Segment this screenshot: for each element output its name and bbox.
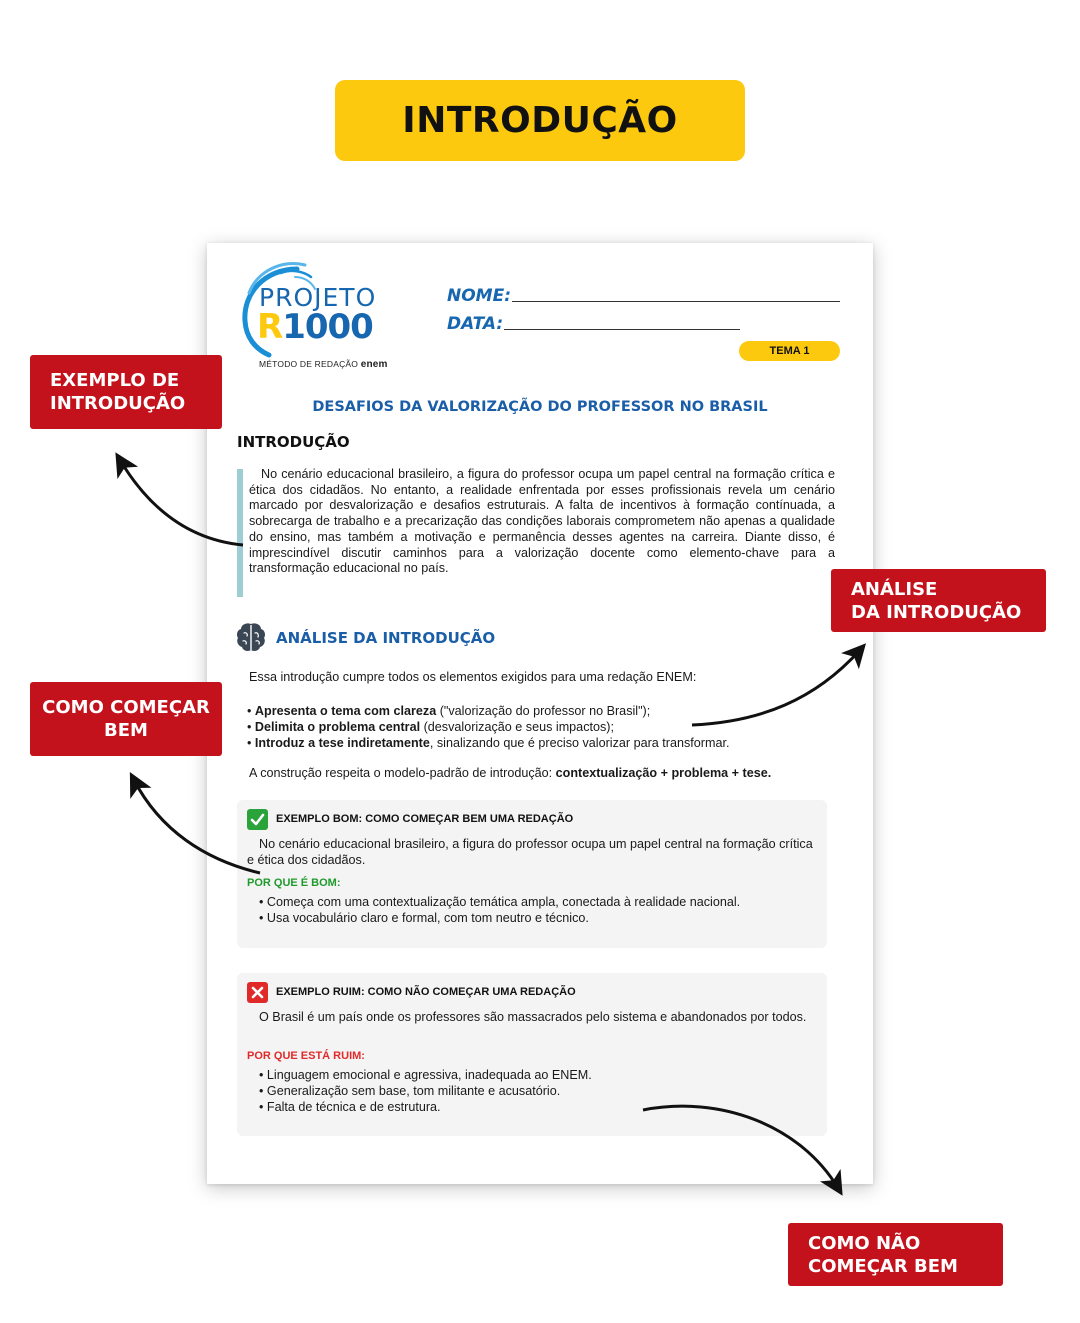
intro-paragraph: No cenário educacional brasileiro, a figura do professor ocupa um papel central na formação crítica e ética dos cidadãos. No entanto, a realidade enfrentada por esses profissionais revela um cenário marcado por desvalorização e desafios estruturais. A falta de incentivos à formação contínuada, a sobrecarga de trabalho e a precarização das condições laborais comprometem não apenas a qualidade do ensino, mas também a motivação e permanência desses agentes na carreira. Diante disso, é imprescindível discutir caminhos para a valorização docente como elemento-chave para a transformação educacional no país.: [249, 467, 835, 576]
callout-como-comecar: [30, 682, 222, 756]
callout-exemplo-introducao: [30, 355, 222, 429]
brain-icon: [234, 620, 268, 654]
list-item: • Delimita o problema central (desvalorização e seus impactos);: [247, 719, 729, 735]
list-item: • Falta de técnica e de estrutura.: [259, 1099, 592, 1115]
callout-line: BEM: [104, 720, 148, 741]
good-example-title: EXEMPLO BOM: COMO COMEÇAR BEM UMA REDAÇÃO: [276, 813, 574, 825]
date-label: DATA:: [447, 314, 504, 334]
logo-projeto: PROJETO: [259, 283, 377, 312]
x-icon: [247, 982, 268, 1003]
good-example-box: [237, 800, 827, 948]
callout-line: COMEÇAR BEM: [808, 1255, 958, 1277]
page-header: INTRODUÇÃO: [335, 80, 745, 161]
bad-reasons-list: [259, 1067, 592, 1115]
essay-title: DESAFIOS DA VALORIZAÇÃO DO PROFESSOR NO BRASIL: [312, 399, 768, 415]
bad-example-title: EXEMPLO RUIM: COMO NÃO COMEÇAR UMA REDAÇÃO: [276, 986, 576, 998]
callout-line: COMO NÃO: [808, 1232, 921, 1254]
date-field[interactable]: [504, 315, 740, 330]
callout-line: INTRODUÇÃO: [50, 393, 186, 414]
list-item: • Apresenta o tema com clareza ("valorização do professor no Brasil");: [247, 703, 729, 719]
projeto-r1000-logo: [235, 255, 405, 370]
callout-line: DA INTRODUÇÃO: [851, 601, 1022, 623]
callout-analise-introducao: [831, 569, 1046, 632]
callout-como-nao-comecar: [788, 1223, 1003, 1286]
list-item: • Começa com uma contextualização temática ampla, conectada à realidade nacional.: [259, 894, 740, 910]
list-item: • Usa vocabulário claro e formal, com tom neutro e técnico.: [259, 910, 740, 926]
list-item: • Introduz a tese indiretamente, sinalizando que é preciso valorizar para transformar.: [247, 735, 729, 751]
logo-r: R: [257, 307, 283, 347]
bad-example-text: O Brasil é um país onde os professores são massacrados pelo sistema e abandonados por todos.: [259, 1010, 807, 1024]
analise-closing: A construção respeita o modelo-padrão de introdução: contextualização + problema + tese.: [249, 766, 772, 780]
callout-line: EXEMPLO DE: [50, 370, 180, 391]
intro-heading: INTRODUÇÃO: [237, 433, 350, 451]
name-label: NOME:: [447, 286, 512, 306]
worksheet: [207, 243, 873, 1184]
list-item: • Generalização sem base, tom militante e acusatório.: [259, 1083, 592, 1099]
quote-bar: [237, 469, 243, 597]
tema-badge: TEMA 1: [739, 341, 840, 361]
logo-subtitle: [259, 359, 388, 370]
analise-list: [247, 703, 729, 751]
logo-subtitle-brand: enem: [360, 359, 388, 370]
good-example-text: No cenário educacional brasileiro, a figura do professor ocupa um papel central na formação crítica e ética dos cidadãos.: [247, 837, 813, 867]
callout-line: ANÁLISE: [851, 578, 938, 600]
list-item: • Linguagem emocional e agressiva, inadequada ao ENEM.: [259, 1067, 592, 1083]
callout-line: COMO COMEÇAR: [42, 697, 210, 718]
check-icon: [247, 809, 268, 830]
bad-why-label: POR QUE ESTÁ RUIM:: [247, 1050, 365, 1062]
analise-lead: Essa introdução cumpre todos os elementos exigidos para uma redação ENEM:: [249, 670, 697, 684]
name-field[interactable]: [512, 287, 840, 302]
logo-number: 1000: [282, 307, 373, 347]
analise-heading: ANÁLISE DA INTRODUÇÃO: [276, 629, 496, 647]
bad-example-box: [237, 973, 827, 1136]
logo-r1000: [257, 307, 373, 347]
good-reasons-list: [259, 894, 740, 926]
good-why-label: POR QUE É BOM:: [247, 877, 341, 889]
logo-subtitle-text: MÉTODO DE REDAÇÃO: [259, 359, 359, 369]
